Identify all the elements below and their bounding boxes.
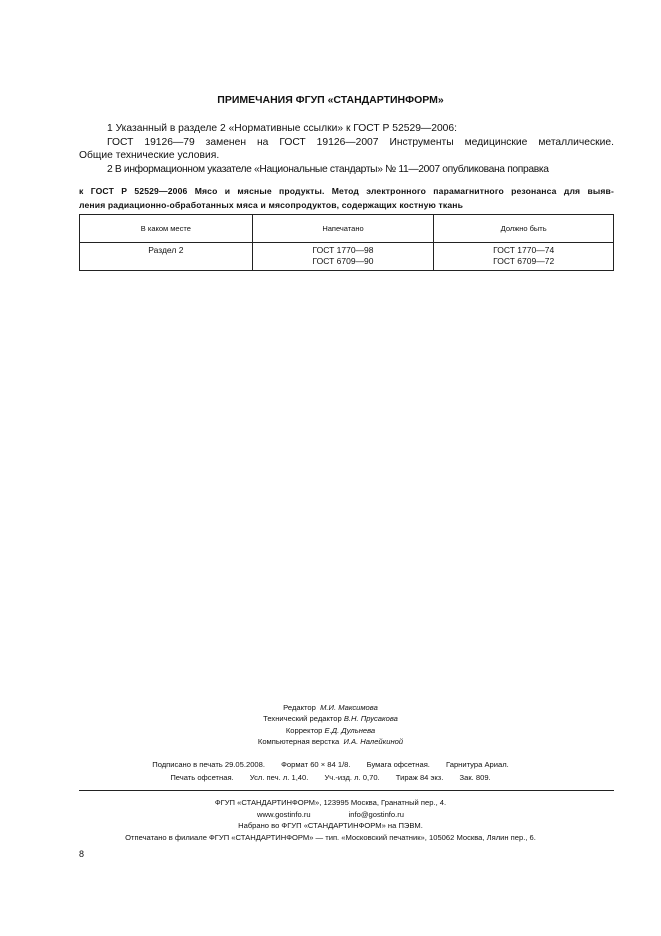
corrector-name: Е.Д. Дульнева bbox=[324, 726, 376, 735]
note-2-line-1: 2 В информационном указателе «Национальные стандарты» № 11—2007 опубликована поправка bbox=[107, 164, 549, 175]
page-number: 8 bbox=[79, 849, 85, 859]
page-title: ПРИМЕЧАНИЯ ФГУП «СТАНДАРТИНФОРМ» bbox=[217, 94, 444, 106]
header-printed: Напечатано bbox=[252, 215, 434, 243]
print-details-line-2 bbox=[0, 772, 661, 784]
printed-2: ГОСТ 6709—90 bbox=[312, 256, 374, 266]
layout-line bbox=[0, 736, 661, 748]
typeset-line: Набрано во ФГУП «СТАНДАРТИНФОРМ» на ПЭВМ. bbox=[238, 821, 423, 830]
divider bbox=[79, 790, 614, 791]
format: Формат 60 × 84 1/8. bbox=[281, 760, 351, 769]
cell-place: Раздел 2 bbox=[80, 243, 253, 271]
paper: Бумага офсетная. bbox=[366, 760, 430, 769]
corrector-line bbox=[0, 725, 661, 737]
header-place: В каком месте bbox=[80, 215, 253, 243]
table-row bbox=[80, 243, 614, 271]
header-should-be: Должно быть bbox=[434, 215, 614, 243]
cell-printed bbox=[252, 243, 434, 271]
layout-label: Компьютерная верстка bbox=[257, 737, 340, 746]
email-link[interactable]: info@gostinfo.ru bbox=[348, 810, 405, 819]
should-be-2: ГОСТ 6709—72 bbox=[493, 256, 555, 266]
table-header-row bbox=[80, 215, 614, 243]
print-details-line-1 bbox=[0, 759, 661, 771]
note-1-line-3: Общие технические условия. bbox=[79, 150, 220, 161]
signed-date: Подписано в печать 29.05.2008. bbox=[152, 760, 265, 769]
publisher-address: ФГУП «СТАНДАРТИНФОРМ», 123995 Москва, Гранатный пер., 4. bbox=[214, 798, 447, 807]
cell-should-be bbox=[434, 243, 614, 271]
uch-sheets: Уч.-изд. л. 0,70. bbox=[324, 773, 380, 782]
printed-1: ГОСТ 1770—98 bbox=[312, 245, 374, 255]
layout-name: И.А. Налейкиной bbox=[343, 737, 404, 746]
should-be-1: ГОСТ 1770—74 bbox=[493, 245, 555, 255]
note-1-line-2: ГОСТ 19126—79 заменен на ГОСТ 19126—2007 Инструменты медицинские металлические. bbox=[107, 137, 614, 148]
publisher-contacts bbox=[0, 809, 661, 821]
correction-caption-line-1: к ГОСТ Р 52529—2006 Мясо и мясные продукты. Метод электронного парамагнитного резонанса для выяв- bbox=[79, 186, 614, 196]
order-number: Зак. 809. bbox=[459, 773, 491, 782]
website-link[interactable]: www.gostinfo.ru bbox=[256, 810, 311, 819]
typeface: Гарнитура Ариал. bbox=[446, 760, 509, 769]
tech-editor-label: Технический редактор bbox=[263, 714, 342, 723]
editor-name: М.И. Максимова bbox=[320, 703, 378, 712]
editor-line bbox=[0, 702, 661, 714]
tirage: Тираж 84 экз. bbox=[395, 773, 444, 782]
print-type: Печать офсетная. bbox=[170, 773, 234, 782]
tech-editor-name: В.Н. Прусакова bbox=[343, 714, 398, 723]
correction-caption-line-2: ления радиационно-обработанных мяса и мясопродуктов, содержащих костную ткань bbox=[79, 200, 464, 210]
printed-at-line: Отпечатано в филиале ФГУП «СТАНДАРТИНФОРМ» — тип. «Московский печатник», 105062 Москва, Лялин пер., 6. bbox=[125, 833, 536, 842]
editor-label: Редактор bbox=[283, 703, 316, 712]
tech-editor-line bbox=[0, 713, 661, 725]
note-1-line-1: 1 Указанный в разделе 2 «Нормативные ссылки» к ГОСТ Р 52529—2006: bbox=[107, 123, 457, 134]
usl-sheets: Усл. печ. л. 1,40. bbox=[249, 773, 309, 782]
correction-table bbox=[79, 214, 614, 271]
corrector-label: Корректор bbox=[285, 726, 323, 735]
